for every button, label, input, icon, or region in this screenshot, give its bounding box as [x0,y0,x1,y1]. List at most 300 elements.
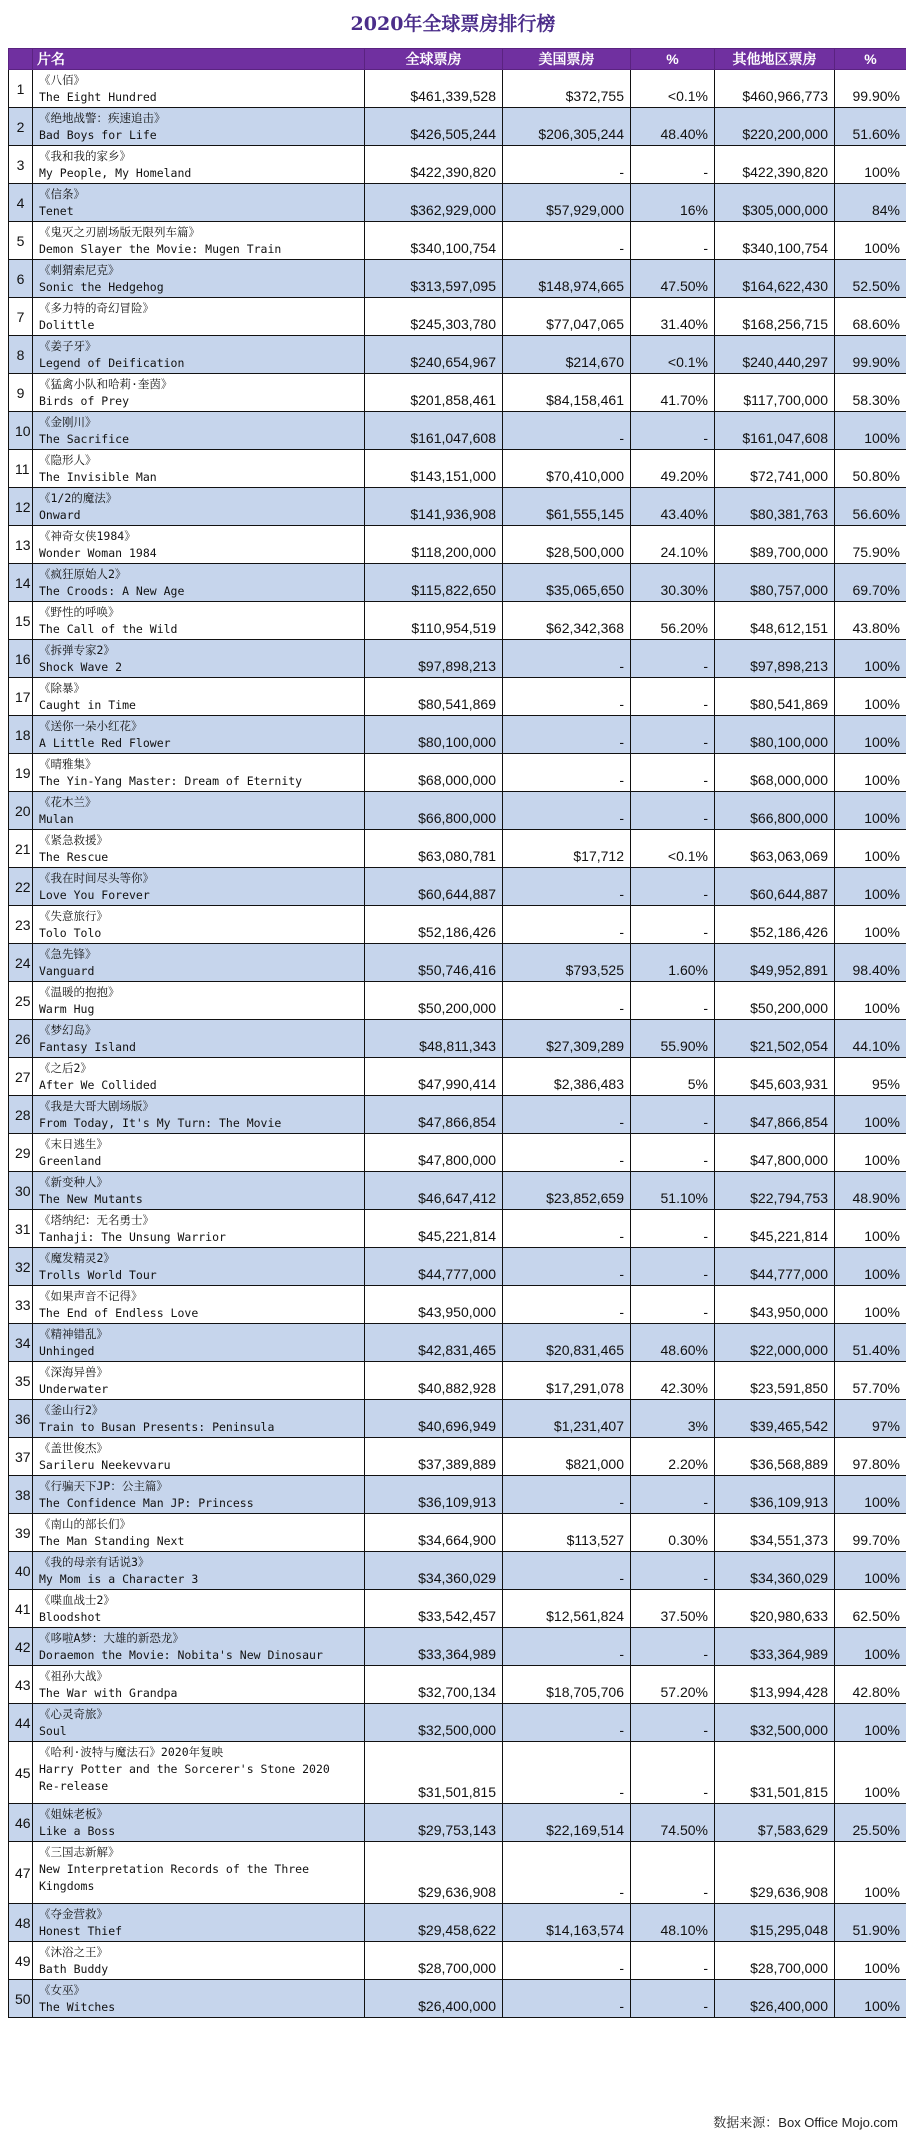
chinese-title: 《多力特的奇幻冒险》 [39,301,154,315]
table-row [9,526,906,564]
title-cell [33,1704,365,1742]
us-percent: - [631,1704,715,1742]
chinese-title: 《温暖的抱抱》 [39,985,120,999]
rank-cell: 35 [9,1362,33,1400]
rank-cell: 22 [9,868,33,906]
rank-cell: 32 [9,1248,33,1286]
worldwide-gross: $47,990,414 [365,1058,503,1096]
other-gross: $45,221,814 [715,1210,835,1248]
english-title: The Sacrifice [39,432,130,446]
us-percent: - [631,792,715,830]
us-gross: - [503,678,631,716]
other-gross: $80,541,869 [715,678,835,716]
title-cell [33,982,365,1020]
title-cell [33,944,365,982]
other-gross: $117,700,000 [715,374,835,412]
other-percent: 100% [835,1134,906,1172]
us-gross: $20,831,465 [503,1324,631,1362]
table-row [9,1904,906,1942]
us-percent: 74.50% [631,1804,715,1842]
other-percent: 100% [835,1552,906,1590]
table-row [9,1476,906,1514]
chinese-title: 《拆弹专家2》 [39,643,115,657]
other-percent: 97% [835,1400,906,1438]
title-cell [33,70,365,108]
us-gross: - [503,412,631,450]
chinese-title: 《喋血战士2》 [39,1593,115,1607]
rank-cell: 45 [9,1742,33,1804]
table-row [9,906,906,944]
rank-cell: 49 [9,1942,33,1980]
rank-cell: 7 [9,298,33,336]
other-percent: 95% [835,1058,906,1096]
header-rank [9,49,33,70]
rank-cell: 47 [9,1842,33,1904]
title-cell [33,1804,365,1842]
other-gross: $220,200,000 [715,108,835,146]
rank-cell: 20 [9,792,33,830]
english-title: Underwater [39,1382,109,1396]
rank-cell: 39 [9,1514,33,1552]
table-row [9,944,906,982]
other-gross: $50,200,000 [715,982,835,1020]
worldwide-gross: $245,303,780 [365,298,503,336]
other-percent: 75.90% [835,526,906,564]
worldwide-gross: $52,186,426 [365,906,503,944]
header-row [9,49,906,70]
other-percent: 43.80% [835,602,906,640]
other-percent: 100% [835,1476,906,1514]
us-gross: $77,047,065 [503,298,631,336]
table-row [9,1400,906,1438]
other-percent: 100% [835,792,906,830]
rank-cell: 3 [9,146,33,184]
worldwide-gross: $141,936,908 [365,488,503,526]
other-percent: 51.40% [835,1324,906,1362]
us-percent: 2.20% [631,1438,715,1476]
chinese-title: 《塔纳纪：无名勇士》 [39,1213,154,1227]
us-gross: $61,555,145 [503,488,631,526]
us-gross: $821,000 [503,1438,631,1476]
rank-cell: 50 [9,1980,33,2018]
rank-cell: 27 [9,1058,33,1096]
title-cell [33,1904,365,1942]
rank-cell: 31 [9,1210,33,1248]
chinese-title: 《夺金营救》 [39,1907,108,1921]
other-percent: 84% [835,184,906,222]
table-body [9,70,906,2018]
us-percent: 37.50% [631,1590,715,1628]
rank-cell: 37 [9,1438,33,1476]
other-gross: $89,700,000 [715,526,835,564]
rank-cell: 21 [9,830,33,868]
worldwide-gross: $313,597,095 [365,260,503,298]
title-cell [33,640,365,678]
us-percent: <0.1% [631,70,715,108]
other-percent: 100% [835,1704,906,1742]
chinese-title: 《神奇女侠1984》 [39,529,136,543]
other-gross: $39,465,542 [715,1400,835,1438]
english-title: Tenet [39,204,74,218]
other-gross: $72,741,000 [715,450,835,488]
us-gross: - [503,1096,631,1134]
english-title: My Mom is a Character 3 [39,1572,199,1586]
rank-cell: 18 [9,716,33,754]
title-cell [33,678,365,716]
table-row [9,1362,906,1400]
chinese-title: 《精神错乱》 [39,1327,108,1341]
us-gross: $214,670 [503,336,631,374]
chinese-title: 《绝地战警：疾速追击》 [39,111,166,125]
english-title: The Confidence Man JP: Princess [39,1496,254,1510]
other-gross: $49,952,891 [715,944,835,982]
worldwide-gross: $201,858,461 [365,374,503,412]
us-percent: 30.30% [631,564,715,602]
english-title: Dolittle [39,318,95,332]
other-percent: 100% [835,982,906,1020]
us-percent: 47.50% [631,260,715,298]
chinese-title: 《信条》 [39,187,85,201]
chinese-title: 《急先锋》 [39,947,97,961]
table-row [9,1058,906,1096]
us-gross: $206,305,244 [503,108,631,146]
table-row [9,374,906,412]
english-title: Demon Slayer the Movie: Mugen Train [39,242,282,256]
worldwide-gross: $426,505,244 [365,108,503,146]
us-gross: $372,755 [503,70,631,108]
us-percent: <0.1% [631,830,715,868]
worldwide-gross: $43,950,000 [365,1286,503,1324]
chinese-title: 《釜山行2》 [39,1403,104,1417]
title-cell [33,1286,365,1324]
chinese-title: 《疯狂原始人2》 [39,567,127,581]
title-cell [33,716,365,754]
other-gross: $31,501,815 [715,1742,835,1804]
us-gross: - [503,1842,631,1904]
other-gross: $22,794,753 [715,1172,835,1210]
other-percent: 100% [835,716,906,754]
title-cell [33,1362,365,1400]
chinese-title: 《行骗天下JP：公主篇》 [39,1479,168,1493]
table-row [9,222,906,260]
us-percent: - [631,1842,715,1904]
other-percent: 100% [835,1286,906,1324]
title-cell [33,1324,365,1362]
rank-cell: 8 [9,336,33,374]
worldwide-gross: $37,389,889 [365,1438,503,1476]
english-title: Bloodshot [39,1610,102,1624]
us-gross: - [503,1628,631,1666]
other-gross: $33,364,989 [715,1628,835,1666]
other-percent: 98.40% [835,944,906,982]
other-gross: $161,047,608 [715,412,835,450]
us-percent: - [631,716,715,754]
table-row [9,488,906,526]
english-title: The End of Endless Love [39,1306,199,1320]
chinese-title: 《梦幻岛》 [39,1023,97,1037]
worldwide-gross: $26,400,000 [365,1980,503,2018]
other-gross: $32,500,000 [715,1704,835,1742]
us-percent: - [631,1134,715,1172]
rank-cell: 1 [9,70,33,108]
us-gross: - [503,1286,631,1324]
worldwide-gross: $33,364,989 [365,1628,503,1666]
rank-cell: 46 [9,1804,33,1842]
other-percent: 100% [835,830,906,868]
us-percent: - [631,906,715,944]
other-percent: 48.90% [835,1172,906,1210]
title-cell [33,1666,365,1704]
other-gross: $15,295,048 [715,1904,835,1942]
english-title: Tolo Tolo [39,926,102,940]
other-percent: 52.50% [835,260,906,298]
header-us-pct: % [631,49,715,70]
chinese-title: 《猛禽小队和哈莉·奎茵》 [39,377,173,391]
worldwide-gross: $32,700,134 [365,1666,503,1704]
table-row [9,792,906,830]
rank-cell: 2 [9,108,33,146]
chinese-title: 《隐形人》 [39,453,97,467]
other-percent: 100% [835,754,906,792]
chinese-title: 《女巫》 [39,1983,85,1997]
us-gross: - [503,1704,631,1742]
other-percent: 97.80% [835,1438,906,1476]
rank-cell: 42 [9,1628,33,1666]
title-cell [33,1134,365,1172]
table-row [9,602,906,640]
us-gross: - [503,640,631,678]
other-gross: $22,000,000 [715,1324,835,1362]
us-gross: - [503,754,631,792]
table-row [9,1020,906,1058]
header-other-pct: % [835,49,906,70]
us-percent: 41.70% [631,374,715,412]
title-cell [33,146,365,184]
us-gross: - [503,906,631,944]
us-gross: - [503,1248,631,1286]
us-gross: $28,500,000 [503,526,631,564]
us-percent: 48.10% [631,1904,715,1942]
english-title: Legend of Deification [39,356,185,370]
worldwide-gross: $36,109,913 [365,1476,503,1514]
rank-cell: 5 [9,222,33,260]
other-percent: 99.90% [835,70,906,108]
worldwide-gross: $29,636,908 [365,1842,503,1904]
table-row [9,146,906,184]
english-title: Love You Forever [39,888,150,902]
us-gross: - [503,1134,631,1172]
us-percent: - [631,1742,715,1804]
rank-cell: 30 [9,1172,33,1210]
chinese-title: 《除暴》 [39,681,85,695]
chinese-title: 《盖世俊杰》 [39,1441,108,1455]
other-gross: $45,603,931 [715,1058,835,1096]
us-gross: - [503,1552,631,1590]
other-percent: 100% [835,1942,906,1980]
table-row [9,1210,906,1248]
worldwide-gross: $340,100,754 [365,222,503,260]
worldwide-gross: $80,541,869 [365,678,503,716]
worldwide-gross: $115,822,650 [365,564,503,602]
title-cell [33,1172,365,1210]
chinese-title: 《新变种人》 [39,1175,108,1189]
title-cell [33,1058,365,1096]
worldwide-gross: $461,339,528 [365,70,503,108]
title-cell [33,1400,365,1438]
other-gross: $29,636,908 [715,1842,835,1904]
worldwide-gross: $97,898,213 [365,640,503,678]
us-percent: - [631,982,715,1020]
worldwide-gross: $66,800,000 [365,792,503,830]
chinese-title: 《送你一朵小红花》 [39,719,143,733]
title-cell [33,184,365,222]
table-row [9,70,906,108]
other-gross: $460,966,773 [715,70,835,108]
us-percent: 48.60% [631,1324,715,1362]
us-percent: - [631,146,715,184]
worldwide-gross: $33,542,457 [365,1590,503,1628]
us-percent: 16% [631,184,715,222]
other-percent: 44.10% [835,1020,906,1058]
us-gross: $35,065,650 [503,564,631,602]
english-title: The Rescue [39,850,109,864]
title-cell [33,450,365,488]
other-gross: $80,381,763 [715,488,835,526]
english-title: The Croods: A New Age [39,584,185,598]
table-row [9,1134,906,1172]
worldwide-gross: $34,360,029 [365,1552,503,1590]
other-percent: 100% [835,146,906,184]
worldwide-gross: $240,654,967 [365,336,503,374]
table-row [9,184,906,222]
us-percent: - [631,1476,715,1514]
worldwide-gross: $68,000,000 [365,754,503,792]
chinese-title: 《我是大哥大剧场版》 [39,1099,154,1113]
english-title: Trolls World Tour [39,1268,157,1282]
other-gross: $340,100,754 [715,222,835,260]
rank-cell: 28 [9,1096,33,1134]
us-percent: - [631,1286,715,1324]
other-gross: $47,800,000 [715,1134,835,1172]
title-cell [33,1020,365,1058]
worldwide-gross: $32,500,000 [365,1704,503,1742]
title-cell [33,1980,365,2018]
us-percent: - [631,412,715,450]
table-row [9,1172,906,1210]
rank-cell: 19 [9,754,33,792]
title-cell [33,1514,365,1552]
rank-cell: 25 [9,982,33,1020]
table-row [9,1980,906,2018]
chinese-title: 《1/2的魔法》 [39,491,118,505]
other-percent: 100% [835,1210,906,1248]
table-row [9,1804,906,1842]
us-percent: 48.40% [631,108,715,146]
english-title: Train to Busan Presents: Peninsula [39,1420,275,1434]
us-gross: $148,974,665 [503,260,631,298]
english-title: Like a Boss [39,1824,116,1838]
table-row [9,1666,906,1704]
box-office-table [8,48,906,2018]
rank-cell: 10 [9,412,33,450]
rank-cell: 12 [9,488,33,526]
chinese-title: 《我在时间尽头等你》 [39,871,154,885]
other-percent: 69.70% [835,564,906,602]
other-percent: 100% [835,678,906,716]
table-row [9,1438,906,1476]
other-gross: $164,622,430 [715,260,835,298]
other-gross: $36,109,913 [715,1476,835,1514]
title-cell [33,754,365,792]
us-percent: 0.30% [631,1514,715,1552]
table-row [9,1842,906,1904]
us-gross: $22,169,514 [503,1804,631,1842]
other-percent: 100% [835,222,906,260]
chinese-title: 《祖孙大战》 [39,1669,108,1683]
us-gross: $17,712 [503,830,631,868]
english-title: Birds of Prey [39,394,130,408]
title-cell [33,1742,365,1804]
other-gross: $28,700,000 [715,1942,835,1980]
us-gross: - [503,1742,631,1804]
worldwide-gross: $28,700,000 [365,1942,503,1980]
english-title: After We Collided [39,1078,157,1092]
rank-cell: 34 [9,1324,33,1362]
other-gross: $34,360,029 [715,1552,835,1590]
rank-cell: 38 [9,1476,33,1514]
rank-cell: 36 [9,1400,33,1438]
table-row [9,678,906,716]
rank-cell: 44 [9,1704,33,1742]
us-percent: 56.20% [631,602,715,640]
title-cell [33,1590,365,1628]
us-percent: 31.40% [631,298,715,336]
us-percent: 49.20% [631,450,715,488]
us-gross: - [503,1942,631,1980]
table-row [9,640,906,678]
us-gross: $17,291,078 [503,1362,631,1400]
table-row [9,1704,906,1742]
table-row [9,1942,906,1980]
us-percent: - [631,754,715,792]
us-percent: - [631,1552,715,1590]
us-percent: 5% [631,1058,715,1096]
worldwide-gross: $422,390,820 [365,146,503,184]
chinese-title: 《晴雅集》 [39,757,97,771]
other-gross: $47,866,854 [715,1096,835,1134]
us-gross: - [503,792,631,830]
us-gross: - [503,982,631,1020]
worldwide-gross: $60,644,887 [365,868,503,906]
us-gross: $113,527 [503,1514,631,1552]
table-row [9,450,906,488]
english-title: The War with Grandpa [39,1686,178,1700]
other-percent: 62.50% [835,1590,906,1628]
other-gross: $36,568,889 [715,1438,835,1476]
other-percent: 42.80% [835,1666,906,1704]
english-title: Warm Hug [39,1002,95,1016]
table-row [9,868,906,906]
english-title: New Interpretation Records of the Three [39,1862,310,1876]
us-percent: - [631,678,715,716]
table-row [9,298,906,336]
table-row [9,1096,906,1134]
rank-cell: 17 [9,678,33,716]
title-cell [33,1476,365,1514]
title-cell [33,412,365,450]
table-row [9,564,906,602]
rank-cell: 4 [9,184,33,222]
